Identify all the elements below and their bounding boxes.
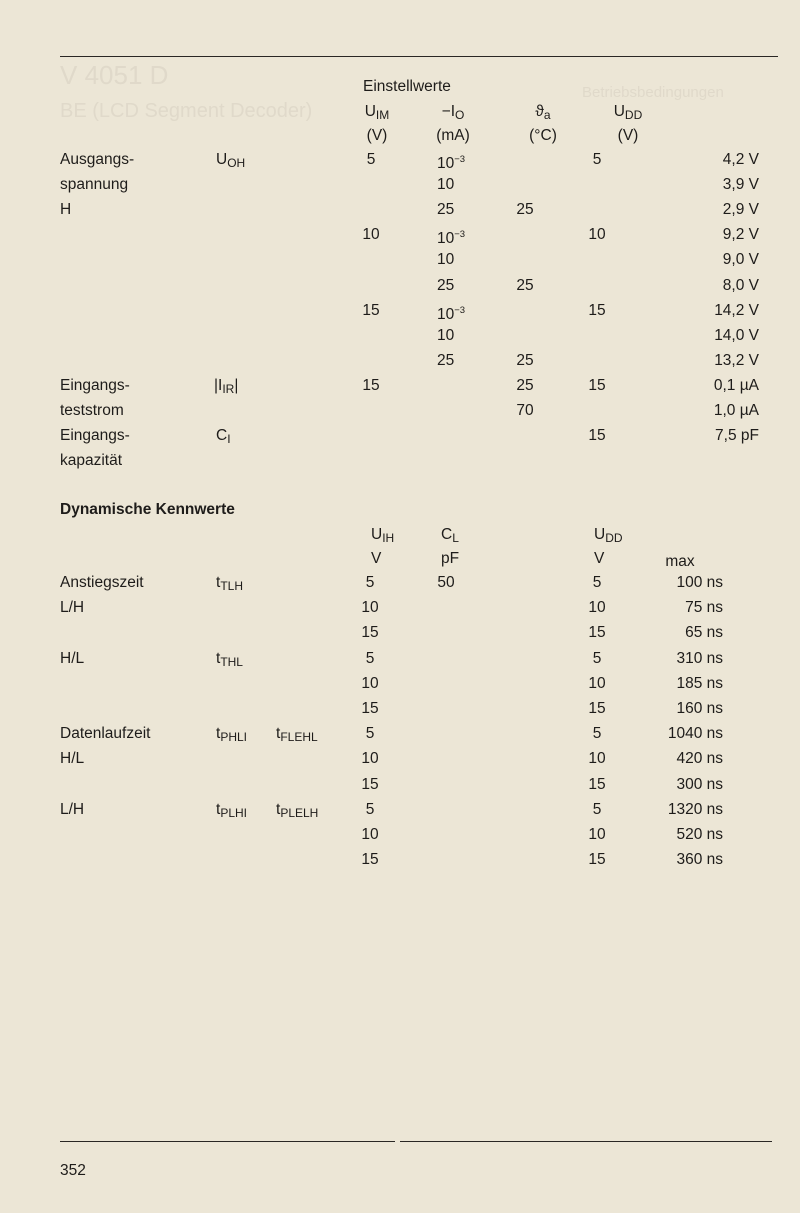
row-label: spannung <box>60 176 129 193</box>
dyn-col-header-unit: V <box>594 550 605 567</box>
dyn-col-header-unit: V <box>371 550 382 567</box>
cell-ambient-temp: 25 <box>516 352 534 369</box>
cell-udd: 10 <box>588 675 606 692</box>
row-symbol: $U_{OH}$ <box>216 151 246 170</box>
cell-uih: 15 <box>361 700 379 717</box>
dyn-row-label: H/L <box>60 650 85 667</box>
cell-uih: 10 <box>361 599 379 616</box>
cell-io: 25 <box>437 201 455 218</box>
row-symbol: $|I_{IR}|$ <box>214 377 239 396</box>
cell-max-value: 1320 ns <box>667 801 723 818</box>
cell-udd: 10 <box>588 826 606 843</box>
row-label: Eingangs- <box>60 377 130 394</box>
cell-io: $10^{-3}$ <box>437 154 466 172</box>
dyn-col-header-unit: pF <box>441 550 460 567</box>
cell-max-value: 360 ns <box>676 851 723 868</box>
row-label: teststrom <box>60 402 124 419</box>
cell-value: 9,2 V <box>722 226 759 243</box>
col-header-unit: (mA) <box>436 127 470 144</box>
col-header-symbol: $ϑ_a$ <box>535 103 551 122</box>
dyn-col-header-symbol: $C_L$ <box>441 526 459 545</box>
cell-ambient-temp: 25 <box>516 201 534 218</box>
cell-uih: 15 <box>361 776 379 793</box>
cell-value: 1,0 µA <box>713 402 759 419</box>
row-label: Eingangs- <box>60 427 130 444</box>
cell-max-value: 520 ns <box>676 826 723 843</box>
cell-uih: 5 <box>365 574 375 591</box>
cell-io: 10 <box>437 251 455 268</box>
cell-max-value: 185 ns <box>676 675 723 692</box>
show-through-text: V 4051 D <box>60 60 169 90</box>
header-group-title: Einstellwerte <box>363 78 451 95</box>
col-header-unit: (°C) <box>529 127 557 144</box>
dyn-row-label: H/L <box>60 750 85 767</box>
footer-rule-left <box>60 1141 395 1142</box>
cell-io: $10^{-3}$ <box>437 305 466 323</box>
cell-io: 10 <box>437 176 455 193</box>
dyn-row-symbol: $t_{PLHI}$ <box>216 801 247 820</box>
row-label: H <box>60 201 72 218</box>
cell-io: $10^{-3}$ <box>437 229 466 247</box>
cell-value: 7,5 pF <box>715 427 759 444</box>
col-header-symbol: $-I_O$ <box>441 103 465 122</box>
cell-value: 8,0 V <box>722 277 759 294</box>
cell-value: 3,9 V <box>722 176 759 193</box>
cell-uih: 10 <box>361 675 379 692</box>
row-symbol: $C_I$ <box>216 427 231 446</box>
dyn-row-symbol: $t_{THL}$ <box>216 650 243 669</box>
cell-value: 0,1 µA <box>713 377 759 394</box>
cell-value: 14,2 V <box>714 302 759 319</box>
cell-uim: 10 <box>362 226 380 243</box>
cell-uih: 5 <box>365 650 375 667</box>
cell-udd: 15 <box>588 700 606 717</box>
dyn-max-label: max <box>665 553 695 570</box>
row-label: Ausgangs- <box>60 151 135 168</box>
cell-uih: 15 <box>361 851 379 868</box>
col-header-symbol: $U_{IM}$ <box>364 103 390 122</box>
cell-udd: 15 <box>588 624 606 641</box>
cell-udd: 5 <box>592 574 602 591</box>
dynamic-heading: Dynamische Kennwerte <box>60 501 235 518</box>
show-through-text: Betriebsbedingungen <box>582 84 724 101</box>
dyn-row-symbol-2: $t_{FLEHL}$ <box>276 725 318 744</box>
cell-udd: 5 <box>592 650 602 667</box>
cell-udd: 15 <box>588 851 606 868</box>
cell-max-value: 100 ns <box>676 574 723 591</box>
dyn-row-label: L/H <box>60 599 85 616</box>
dyn-row-label: Anstiegszeit <box>60 574 144 591</box>
col-header-unit: (V) <box>366 127 388 144</box>
dyn-row-label: Datenlaufzeit <box>60 725 151 742</box>
cell-uih: 5 <box>365 801 375 818</box>
cell-udd: 5 <box>592 151 602 168</box>
cell-max-value: 300 ns <box>676 776 723 793</box>
cell-udd: 5 <box>592 801 602 818</box>
cell-max-value: 420 ns <box>676 750 723 767</box>
top-rule <box>60 56 778 57</box>
cell-value: 13,2 V <box>714 352 759 369</box>
dyn-col-header-symbol: $U_{IH}$ <box>371 526 395 545</box>
cell-udd: 10 <box>588 750 606 767</box>
cell-ambient-temp: 25 <box>516 277 534 294</box>
cell-udd: 15 <box>588 427 606 444</box>
cell-value: 9,0 V <box>722 251 759 268</box>
cell-value: 4,2 V <box>722 151 759 168</box>
cell-uih: 10 <box>361 826 379 843</box>
cell-value: 14,0 V <box>714 327 759 344</box>
col-header-unit: (V) <box>617 127 639 144</box>
cell-udd: 10 <box>588 226 606 243</box>
dyn-row-symbol: $t_{PHLI}$ <box>216 725 247 744</box>
dyn-row-symbol-2: $t_{PLELH}$ <box>276 801 319 820</box>
cell-udd: 15 <box>588 377 606 394</box>
cell-udd: 5 <box>592 725 602 742</box>
cell-max-value: 310 ns <box>676 650 723 667</box>
cell-uih: 5 <box>365 725 375 742</box>
cell-io: 10 <box>437 327 455 344</box>
cell-cl: 50 <box>437 574 455 591</box>
row-label: kapazität <box>60 452 123 469</box>
col-header-symbol: $U_{DD}$ <box>613 103 643 122</box>
dyn-row-symbol: $t_{TLH}$ <box>216 574 243 593</box>
cell-uim: 15 <box>362 302 380 319</box>
cell-ambient-temp: 25 <box>516 377 534 394</box>
cell-uim: 5 <box>366 151 376 168</box>
show-through-text: BE (LCD Segment Decoder) <box>60 100 313 122</box>
cell-uih: 10 <box>361 750 379 767</box>
cell-udd: 15 <box>588 776 606 793</box>
cell-max-value: 65 ns <box>685 624 723 641</box>
cell-io: 25 <box>437 352 455 369</box>
cell-udd: 10 <box>588 599 606 616</box>
dyn-row-label: L/H <box>60 801 85 818</box>
cell-ambient-temp: 70 <box>516 402 534 419</box>
page-number: 352 <box>60 1162 86 1179</box>
cell-udd: 15 <box>588 302 606 319</box>
cell-uih: 15 <box>361 624 379 641</box>
cell-max-value: 1040 ns <box>667 725 723 742</box>
cell-max-value: 160 ns <box>676 700 723 717</box>
footer-rule-right <box>400 1141 772 1142</box>
cell-io: 25 <box>437 277 455 294</box>
cell-uim: 15 <box>362 377 380 394</box>
dyn-col-header-symbol: $U_{DD}$ <box>594 526 623 545</box>
cell-value: 2,9 V <box>722 201 759 218</box>
cell-max-value: 75 ns <box>685 599 723 616</box>
